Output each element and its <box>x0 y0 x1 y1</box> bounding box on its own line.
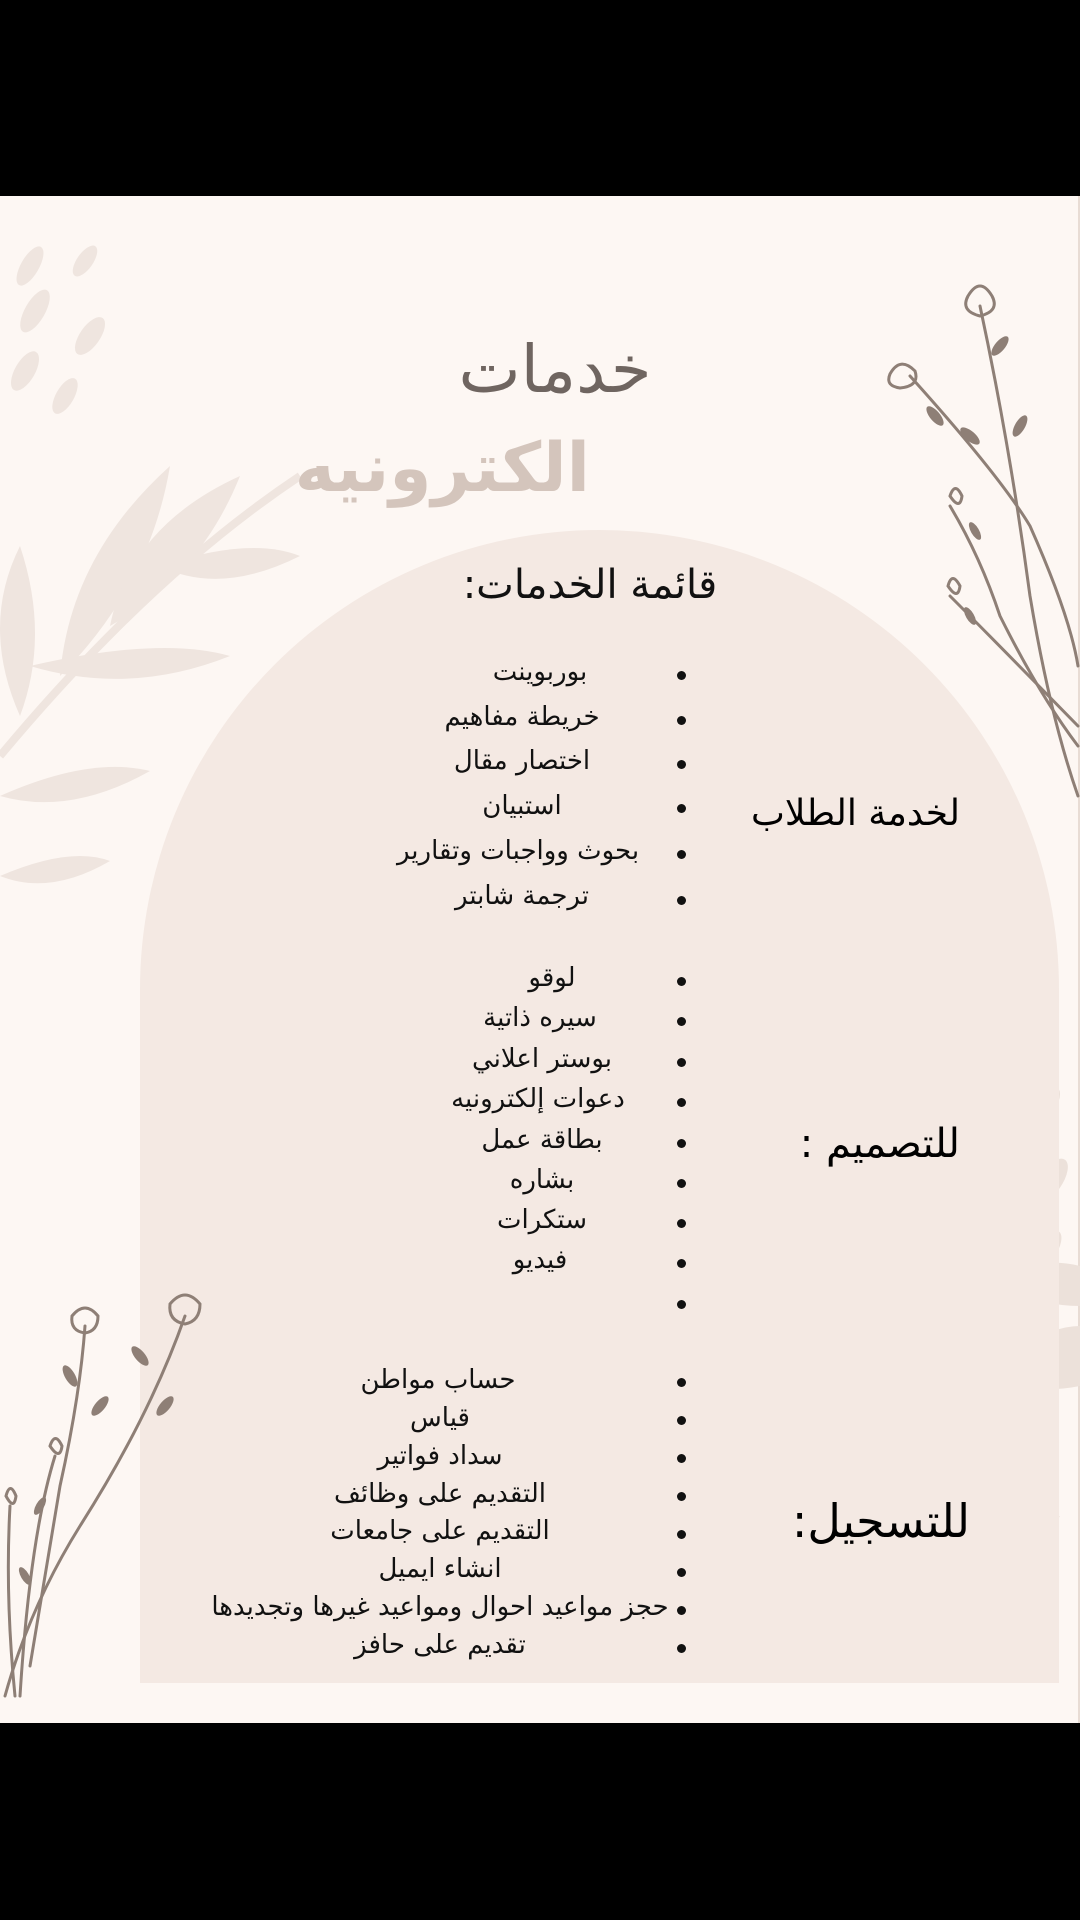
bullet-icon <box>677 1378 686 1387</box>
section-label-registration: للتسجيل: <box>791 1494 970 1548</box>
poster <box>0 196 1080 1723</box>
flower-stem <box>30 1326 85 1666</box>
bullet-icon <box>677 1017 686 1026</box>
bullet-icon <box>677 1644 686 1653</box>
flower-bud <box>6 1489 16 1504</box>
list-item: لوقو <box>528 963 576 993</box>
flower-leaf <box>153 1394 176 1419</box>
bullet-icon <box>677 1492 686 1501</box>
list-item: اختصار مقال <box>453 746 591 776</box>
flower-leaf <box>88 1394 111 1419</box>
bullet-icon <box>677 804 686 813</box>
list-item: التقديم على وظائف <box>334 1479 546 1509</box>
list-item: حساب مواطن <box>360 1365 516 1395</box>
bullet-icon <box>677 1139 686 1148</box>
bullet-icon <box>677 1530 686 1539</box>
list-item: بوستر اعلاني <box>471 1044 613 1074</box>
bullet-icon <box>677 1416 686 1425</box>
list-item: ستكرات <box>496 1205 588 1235</box>
flower-bud <box>50 1439 62 1454</box>
bullet-icon <box>677 896 686 905</box>
list-item: تقديم على حافز <box>354 1630 526 1660</box>
bullet-icon <box>677 1606 686 1615</box>
bullet-icon <box>677 1454 686 1463</box>
list-item: حجز مواعيد احوال ومواعيد غيرها وتجديدها <box>211 1592 669 1622</box>
flower-leaf <box>988 334 1011 359</box>
list-item: بطاقة عمل <box>481 1125 603 1155</box>
bullet-icon <box>677 1300 686 1309</box>
list-item: انشاء ايميل <box>378 1554 502 1584</box>
list-item: ترجمة شابتر <box>454 881 590 911</box>
bullet-icon <box>677 850 686 859</box>
bullet-icon <box>677 1568 686 1577</box>
list-item: التقديم على جامعات <box>330 1516 550 1546</box>
list-item: استبيان <box>482 791 562 821</box>
bullet-icon <box>677 1259 686 1268</box>
bullet-icon <box>677 1058 686 1067</box>
bullet-icon <box>677 977 686 986</box>
list-item: فيديو <box>512 1245 568 1275</box>
flower-stem <box>980 306 1078 796</box>
title-line-2: الكترونيه <box>294 429 590 508</box>
list-item: بشاره <box>509 1165 575 1195</box>
bullet-icon <box>677 760 686 769</box>
flower-stem <box>5 1316 185 1696</box>
list-item: سيره ذاتية <box>483 1003 597 1033</box>
list-item: دعوات إلكترونيه <box>451 1084 625 1114</box>
list-item: بحوث وواجبات وتقارير <box>396 836 640 866</box>
services-list-heading: قائمة الخدمات: <box>462 562 718 608</box>
flower-bud <box>948 579 960 594</box>
list-item: سداد فواتير <box>377 1441 503 1471</box>
list-item: قياس <box>410 1403 470 1433</box>
title-line-1: خدمات <box>458 331 652 408</box>
list-item: بوربوينت <box>492 657 588 687</box>
flower-stem <box>950 506 1078 746</box>
bullet-icon <box>677 1219 686 1228</box>
flower-bud <box>950 489 962 504</box>
flower-leaf <box>128 1344 151 1369</box>
list-item: خريطة مفاهيم <box>444 702 600 732</box>
section-label-design: للتصميم : <box>799 1121 960 1167</box>
section-label-students: لخدمة الطلاب <box>750 793 960 834</box>
bullet-icon <box>677 671 686 680</box>
bullet-icon <box>677 1098 686 1107</box>
flower-leaf <box>1010 413 1031 439</box>
bullet-icon <box>677 1179 686 1188</box>
flower-leaf <box>923 404 946 429</box>
bullet-icon <box>677 716 686 725</box>
